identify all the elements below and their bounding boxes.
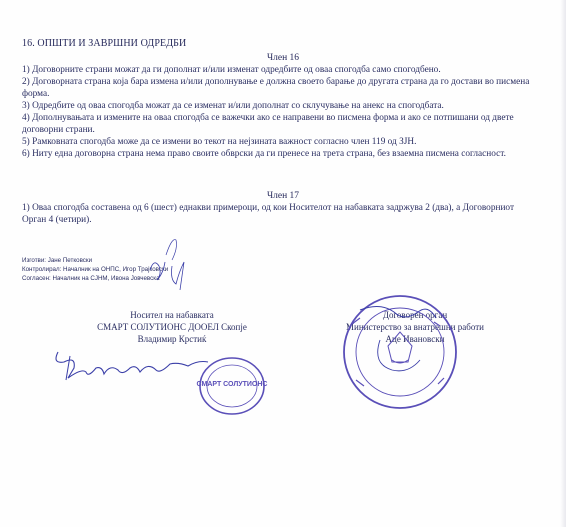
article-17-title: Член 17 [266,191,300,201]
article-17-clause-1: 1) Оваа спогодба составена од 6 (шест) еднакви примероци, од кои Носителот на набавката задржува 2 (два), а Договорниот Орган 4 (четири). [22,203,515,225]
article-16-clause-5: 5) Рамковната спогодба може да се измени во текот на нејзината важност согласно член 119 од ЗЈН. [22,137,417,147]
supplier-company: СМАРТ СОЛУТИОНС ДООЕЛ Скопје [97,322,247,332]
authority-signatory: Аце Ивановски [385,334,445,344]
prepared-by: Изготви: Јане Петковски [22,257,93,264]
supplier-signatory: Владимир Крстиќ [137,334,207,344]
controlled-by: Контролирал: Началник на ОНПС, Игор Трајковски [22,266,169,273]
authority-role: Договорен орган [382,310,448,320]
article-16-title: Член 16 [266,53,300,63]
supplier-stamp-text: СМАРТ СОЛУТИОНС [196,381,268,388]
article-16-clause-3: 3) Одредбите од оваа спогодба можат да се изменат и/или дополнат со склучување на анекс на спогодбата. [22,101,444,111]
article-16-clause-6: 6) Ниту една договорна страна нема право своите обврски да ги пренесе на трета страна, без взаемна писмена согласност. [22,149,506,159]
article-16-clause-4: 4) Дополнувањата и измените на оваа спогодба се важечки ако се направени во писмена форма и ако се потпишани од двете договорни страни. [22,113,514,135]
article-16-clause-2: 2) Договорната страна која бара измена и/или дополнување е должна своето барање до другата страна да го достави во писмена форма. [22,77,530,99]
authority-ministry: Министерство за внатрешни работи [346,322,484,332]
agreed-by: Согласен: Началник на СЈНМ, Ивона Јовчевска [22,275,160,282]
article-16-clause-1: 1) Договорните страни можат да ги дополнат и/или изменат одредбите од оваа спогодба само спогодбено. [22,65,441,75]
section-title: 16. ОПШТИ И ЗАВРШНИ ОДРЕДБИ [22,38,187,49]
supplier-role: Носител на набавката [130,310,214,320]
